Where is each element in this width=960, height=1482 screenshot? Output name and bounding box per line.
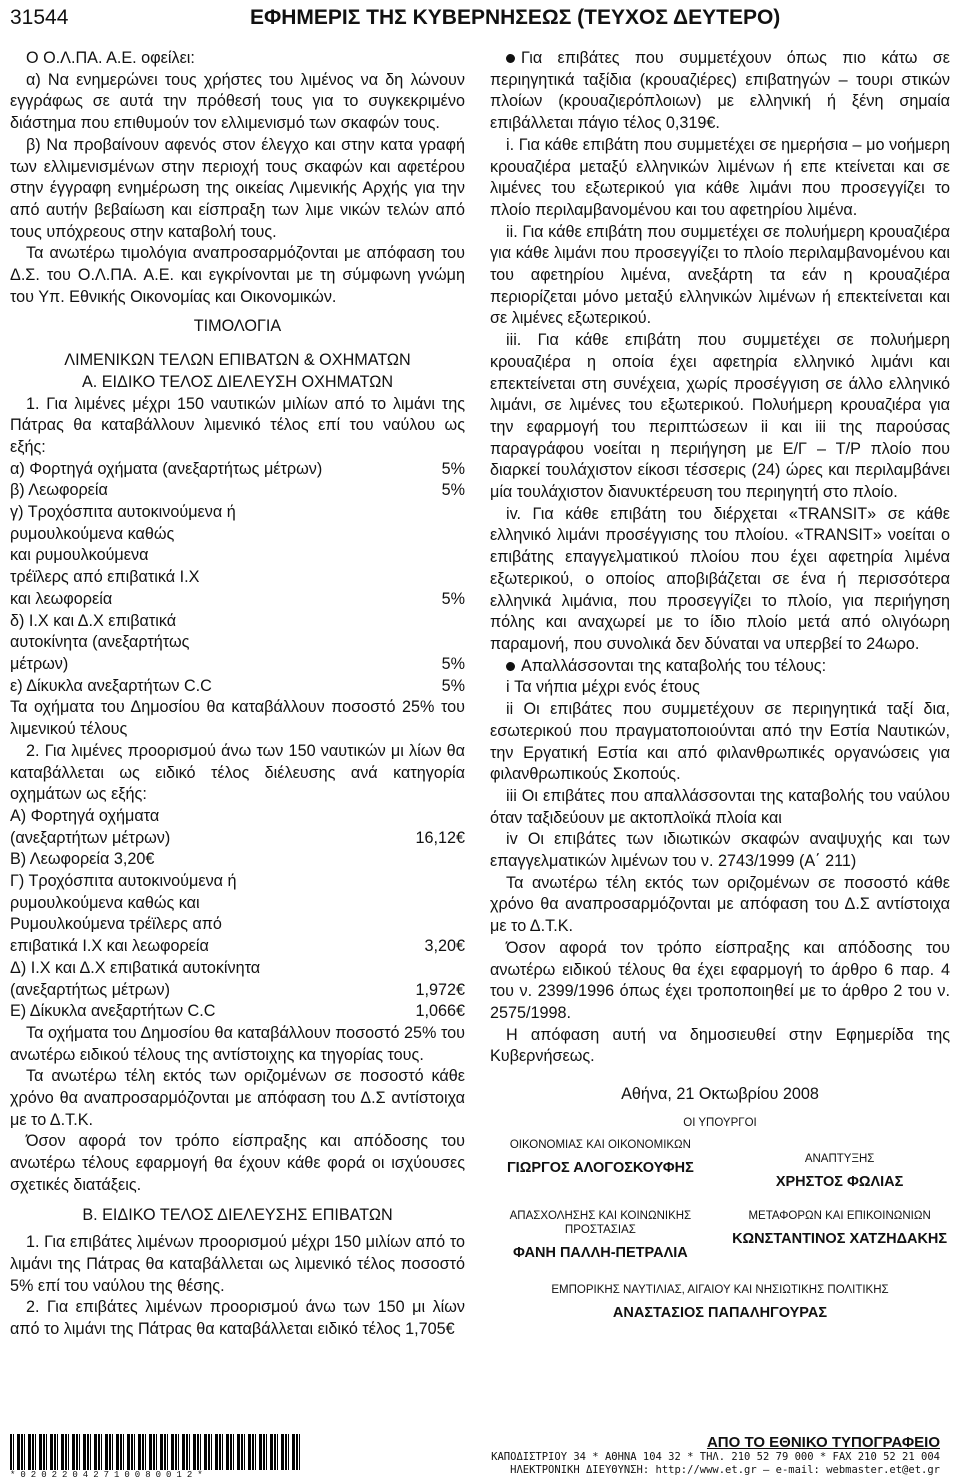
tariff-row bbox=[10, 676, 465, 698]
tariff-label: και ρυμουλκούμενα bbox=[10, 546, 149, 565]
tariff-value: 16,12€ bbox=[415, 828, 465, 847]
paragraph: iii Οι επιβάτες που απαλλάσσονται της καταβολής του ναύλου όταν ταξιδεύουν με ακτοπλοϊκά πλοία και bbox=[490, 786, 950, 827]
paragraph: 2. Για επιβάτες λιμένων προορισμού άνω των 150 μι λίων από το λιμάνι της Πάτρας θα καταβάλλεται ειδικό τέλος 1,705€ bbox=[10, 1298, 465, 1339]
minister-title: ΑΝΑΠΤΥΞΗΣ bbox=[804, 1152, 875, 1165]
section-heading: ΛΙΜΕΝΙΚΩΝ ΤΕΛΩΝ ΕΠΙΒΑΤΩΝ & ΟΧΗΜΑΤΩΝ bbox=[64, 351, 411, 370]
minister-name: ΓΙΩΡΓΟΣ ΑΛΟΓΟΣΚΟΥΦΗΣ bbox=[506, 1159, 694, 1176]
tariff-label: ρυμουλκούμενα καθώς bbox=[10, 524, 175, 543]
paragraph: 1. Για επιβάτες λιμένων προορισμού μέχρι 150 μιλίων από το λιμάνι της Πάτρας θα καταβάλλεται ως λιμενικό τέλος ποσοστό 5% επί του ναύλου της θέσης. bbox=[10, 1233, 465, 1295]
tariff-label: (ανεξαρτήτων μέτρων) bbox=[10, 828, 171, 847]
minister-title: ΕΜΠΟΡΙΚΗΣ ΝΑΥΤΙΛΙΑΣ, ΑΙΓΑΙΟΥ ΚΑΙ ΝΗΣΙΩΤΙΚΗΣ ΠΟΛΙΤΙΚΗΣ bbox=[551, 1284, 889, 1297]
paragraph: i Τα νήπια μέχρι ενός έτους bbox=[506, 678, 700, 697]
tariff-row bbox=[10, 589, 465, 611]
signature-row bbox=[490, 1138, 950, 1194]
tariff-label: α) Φορτηγά οχήματα (ανεξαρτήτως μέτρων) bbox=[10, 459, 323, 478]
tariff-label: ρυμουλκούμενα καθώς και bbox=[10, 893, 200, 912]
minister-name: ΧΡΗΣΤΟΣ ΦΩΛΙΑΣ bbox=[775, 1173, 904, 1190]
tariff-value: 5% bbox=[441, 676, 465, 695]
paragraph: 2. Για λιμένες προορισμού άνω των 150 ναυτικών μι λίων θα καταβάλλεται ως ειδικό τέλος διέλευσης ανά κατηγορία οχημάτων ως εξής: bbox=[10, 741, 465, 804]
tariff-row bbox=[10, 632, 465, 654]
paragraph: Όσον αφορά τον τρόπο είσπραξης και απόδοσης του ανωτέρω τέλους εφαρμογή θα έχουν κάθε φορά οι ισχύουσες σχετικές διατάξεις. bbox=[10, 1132, 465, 1194]
signature-block bbox=[490, 1209, 711, 1265]
tariff-label: και λεωφορεία bbox=[10, 589, 113, 608]
signature-block bbox=[490, 1138, 711, 1194]
minister-title: ΜΕΤΑΦΟΡΩΝ ΚΑΙ ΕΠΙΚΟΙΝΩΝΙΩΝ bbox=[748, 1210, 931, 1223]
tariff-label: μέτρων) bbox=[10, 654, 69, 673]
tariff-row bbox=[10, 849, 465, 871]
left-column bbox=[10, 48, 465, 1341]
printer-info bbox=[491, 1434, 940, 1477]
paragraph: Όσον αφορά τον τρόπο είσπραξης και απόδοσης του ανωτέρω ειδικού τέλους θα έχει εφαρμογή το άρθρο 6 παρ. 4 του ν. 2399/1996 όπως έχει τροποποιηθεί με το άρθρο 2 του ν. 2575/1998. bbox=[490, 938, 950, 1022]
printer-web: ΗΛΕΚΤΡΟΝΙΚΗ ΔΙΕΥΘΥΝΣΗ: http://www.et.gr — e-mail: webmaster.et@et.gr bbox=[510, 1464, 940, 1476]
tariff-label: τρέϊλερς από επιβατικά Ι.Χ bbox=[10, 568, 200, 587]
tariff-row bbox=[10, 914, 465, 936]
section-heading: ΤΙΜΟΛΟΓΙΑ bbox=[193, 317, 282, 336]
minister-name: ΚΩΝΣΤΑΝΤΙΝΟΣ ΧΑΤΖΗΔΑΚΗΣ bbox=[732, 1231, 948, 1248]
ministers-heading: ΟΙ ΥΠΟΥΡΓΟΙ bbox=[683, 1116, 757, 1129]
barcode-icon bbox=[10, 1434, 300, 1470]
signature-block bbox=[729, 1209, 950, 1265]
page-header bbox=[10, 6, 950, 40]
tariff-value: 3,20€ bbox=[424, 937, 465, 956]
tariff-list-vehicles-short bbox=[10, 459, 465, 698]
signature-block bbox=[729, 1138, 950, 1194]
tariff-label: ε) Δίκυκλα ανεξαρτήτων C.C bbox=[10, 676, 212, 695]
paragraph: ii Οι επιβάτες που συμμετέχουν σε περιηγητικά ταξί δια, εσωτερικού που πραγματοποιούνται από την Εστία Ναυτικών, την Εργατική Εστία και από φιλανθρωπικές οργανώσεις για φιλανθρωπικούς Σκοπούς. bbox=[490, 700, 950, 784]
tariff-list-vehicles-long bbox=[10, 806, 465, 1023]
tariff-label: β) Λεωφορεία bbox=[10, 481, 108, 500]
tariff-value: 5% bbox=[441, 589, 465, 608]
paragraph: Τα ανωτέρω τέλη εκτός των οριζομένων σε ποσοστό κάθε χρόνο θα αναπροσαρμόζονται με απόφαση του Δ.Σ αντίστοιχα με το Δ.Τ.Κ. bbox=[10, 1067, 465, 1129]
tariff-label: επιβατικά Ι.Χ και λεωφορεία bbox=[10, 937, 209, 956]
tariff-row bbox=[10, 654, 465, 676]
tariff-value: 1,066€ bbox=[415, 1002, 465, 1021]
signature-row bbox=[490, 1209, 950, 1265]
printer-title: ΑΠΟ ΤΟ ΕΘΝΙΚΟ ΤΥΠΟΓΡΑΦΕΙΟ bbox=[706, 1434, 940, 1451]
tariff-value: 5% bbox=[441, 459, 465, 478]
tariff-label: δ) Ι.Χ και Δ.Χ επιβατικά bbox=[10, 611, 177, 630]
tariff-label: Ρυμουλκούμενα τρέϊλερς από bbox=[10, 915, 222, 934]
tariff-row bbox=[10, 611, 465, 633]
tariff-label: Δ) Ι.Χ και Δ.Χ επιβατικά αυτοκίνητα bbox=[10, 958, 261, 977]
tariff-row bbox=[10, 524, 465, 546]
gazette-title: ΕΦΗΜΕΡΙΣ ΤΗΣ ΚΥΒΕΡΝΗΣΕΩΣ (ΤΕΥΧΟΣ ΔΕΥΤΕΡΟ) bbox=[250, 6, 781, 29]
tariff-row bbox=[10, 459, 465, 481]
paragraph bbox=[490, 656, 950, 678]
tariff-label: Ε) Δίκυκλα ανεξαρτήτων C.C bbox=[10, 1002, 216, 1021]
paragraph-text: Για επιβάτες που συμμετέχουν όπως πιο κάτω σε περιηγητικά ταξίδια (κρουαζιέρες) επιβατηγών – τουρι στικών πλοίων (κρουαζιερόπλοιων) με ελληνική ή ξένη σημαία επιβάλλεται πάγιο τέλος 0,319€. bbox=[490, 49, 950, 133]
tariff-value: 5% bbox=[441, 481, 465, 500]
tariff-value: 5% bbox=[441, 654, 465, 673]
paragraph: β) Να προβαίνουν αφενός στον έλεγχο και στην κατα γραφή των ελλιμενισμένων στην περιοχή τους σκαφών και αφετέρου στην έγγραφη ενημέρωση της οικείας Λιμενικής Αρχής για την από αυτήν βεβαίωση και είσπραξη των λιμε νικών τελών από τους υπόχρεους στην καταβολή τους. bbox=[10, 135, 465, 241]
tariff-row bbox=[10, 958, 465, 980]
bullet-icon bbox=[506, 54, 515, 63]
barcode-text: *02022042710080012* bbox=[10, 1470, 208, 1480]
minister-name: ΑΝΑΣΤΑΣΙΟΣ ΠΑΠΑΛΗΓΟΥΡΑΣ bbox=[612, 1305, 828, 1322]
tariff-label: (ανεξαρτήτως μέτρων) bbox=[10, 980, 170, 999]
minister-name: ΦΑΝΗ ΠΑΛΛΗ-ΠΕΤΡΑΛΙΑ bbox=[513, 1245, 688, 1262]
tariff-row bbox=[10, 936, 465, 958]
tariff-label: Γ) Τροχόσπιτα αυτοκινούμενα ή bbox=[10, 872, 237, 891]
tariff-row bbox=[10, 806, 465, 828]
paragraph: 1. Για λιμένες μέχρι 150 ναυτικών μιλίων από το λιμάνι της Πάτρας θα καταβάλλουν λιμενικό τέλος επί του ναύλου ως εξής: bbox=[10, 394, 465, 456]
tariff-label: γ) Τροχόσπιτα αυτοκινούμενα ή bbox=[10, 503, 236, 522]
minister-title: ΟΙΚΟΝΟΜΙΑΣ ΚΑΙ ΟΙΚΟΝΟΜΙΚΩΝ bbox=[509, 1138, 691, 1151]
printer-address: ΚΑΠΟΔΙΣΤΡΙΟΥ 34 * ΑΘΗΝΑ 104 32 * ΤΗΛ. 210 52 79 000 * FAX 210 52 21 004 bbox=[491, 1451, 940, 1463]
paragraph: Τα οχήματα του Δημοσίου θα καταβάλλουν ποσοστό 25% του λιμενικού τέλους bbox=[10, 698, 465, 739]
paragraph: Τα ανωτέρω τέλη εκτός των οριζομένων σε ποσοστό κάθε χρόνο θα αναπροσαρμόζονται με απόφαση του Δ.Σ αντίστοιχα με το Δ.Τ.Κ. bbox=[490, 873, 950, 936]
paragraph: i. Για κάθε επιβάτη που συμμετέχει σε ημερήσια – μο νοήμερη κρουαζιέρα μεταξύ ελληνικών λιμένων ή επε κτείνεται και σε λιμένες του εξωτερικού για κάθε λιμάνι που προσεγγίζει το πλοίο περιλαμβανομένου και του αφετηρίου λιμένα. bbox=[490, 135, 950, 219]
tariff-row bbox=[10, 1001, 465, 1023]
tariff-row bbox=[10, 980, 465, 1002]
tariff-row bbox=[10, 567, 465, 589]
tariff-value: 1,972€ bbox=[415, 980, 465, 999]
tariff-label: Β) Λεωφορεία 3,20€ bbox=[10, 850, 155, 869]
paragraph: Τα ανωτέρω τιμολόγια αναπροσαρμόζονται με απόφαση του Δ.Σ. του Ο.Λ.ΠΑ. Α.Ε. και εγκρίνονται με τη σύμφωνη γνώμη του Υπ. Εθνικής Οικονομίας και Οικονομικών. bbox=[10, 244, 465, 306]
paragraph-text: Απαλλάσσονται της καταβολής του τέλους: bbox=[521, 656, 827, 675]
right-column bbox=[490, 48, 950, 1325]
tariff-label: αυτοκίνητα (ανεξαρτήτως bbox=[10, 633, 190, 652]
section-heading: Α. ΕΙΔΙΚΟ ΤΕΛΟΣ ΔΙΕΛΕΥΣΗ ΟΧΗΜΑΤΩΝ bbox=[81, 372, 394, 391]
tariff-label: Α) Φορτηγά οχήματα bbox=[10, 806, 160, 825]
tariff-row bbox=[10, 502, 465, 524]
minister-title: ΑΠΑΣΧΟΛΗΣΗΣ ΚΑΙ ΚΟΙΝΩΝΙΚΗΣ ΠΡΟΣΤΑΣΙΑΣ bbox=[509, 1210, 692, 1237]
page-number: 31544 bbox=[10, 6, 69, 29]
signature-date: Αθήνα, 21 Οκτωβρίου 2008 bbox=[621, 1085, 819, 1104]
paragraph: ii. Για κάθε επιβάτη που συμμετέχει σε πολυήμερη κρουαζιέρα για κάθε λιμάνι που προσεγγίζει το πλοίο περιλαμβανομένου και του αφετηρίου λιμένα, ανεξάρτη τα εάν η κρουαζιέρα περιορίζεται μόνο μεταξύ ελληνικών λιμένων ή επεκτείνεται και σε λιμένες εξωτερικού. bbox=[490, 222, 950, 328]
tariff-row bbox=[10, 871, 465, 893]
paragraph bbox=[490, 48, 950, 135]
tariff-row bbox=[10, 545, 465, 567]
paragraph: α) Να ενημερώνει τους χρήστες του λιμένος να δη λώνουν εγγράφως σε αυτά την πρόθεσή τους για το συγκεκριμένο διάστημα που επιθυμούν τον ελλιμενισμό των σκαφών τους. bbox=[10, 70, 465, 133]
page-footer bbox=[10, 1434, 950, 1478]
paragraph: iii. Για κάθε επιβάτη που συμμετέχει σε πολυήμερη κρουαζιέρα η οποία έχει αφετηρία ελληνικό λιμάνι και επεκτείνεται στη συνέχεια, χωρίς προσέγγιση σε άλλο ελληνικό λιμάνι, σε λιμένες του εξωτερικού. Πολυήμερη κρουαζιέρα για την εφαρμογή του περιπτώσεων ii και iii της παρούσας παραγράφου νοείται η περιήγηση με Ε/Γ – Τ/Ρ πλοίο που διαρκεί τουλάχιστον είκοσι τέσσερις (24) ώρες και περιλαμβάνει μία τουλάχιστον διανυκτέρευση του περιηγητή στο πλοίο. bbox=[490, 331, 950, 502]
section-heading: Β. ΕΙΔΙΚΟ ΤΕΛΟΣ ΔΙΕΛΕΥΣΗΣ ΕΠΙΒΑΤΩΝ bbox=[82, 1205, 393, 1224]
paragraph: Η απόφαση αυτή να δημοσιευθεί στην Εφημερίδα της Κυβερνήσεως. bbox=[490, 1025, 950, 1066]
tariff-row bbox=[10, 893, 465, 915]
bullet-icon bbox=[506, 662, 515, 671]
paragraph: Ο Ο.Λ.ΠΑ. Α.Ε. οφείλει: bbox=[26, 49, 195, 67]
signature-block bbox=[490, 1283, 950, 1325]
paragraph: iv Οι επιβάτες των ιδιωτικών σκαφών αναψυχής και των επαγγελματικών λιμένων του ν. 2743/1999 (Α΄ 211) bbox=[490, 830, 950, 871]
paragraph: Τα οχήματα του Δημοσίου θα καταβάλλουν ποσοστό 25% του ανωτέρω ειδικού τέλους της αντίστοιχης κα τηγορίας τους. bbox=[10, 1023, 465, 1064]
tariff-row bbox=[10, 480, 465, 502]
paragraph: iv. Για κάθε επιβάτη του διέρχεται «TRANSIT» σε κάθε ελληνικό λιμάνι προσέγγισης του πλοίου. «TRANSIT» νοείται ο επιβάτης επαγγελματικού πλοίου που έχει αφετηρία λιμένα εξωτερικού, ο οποίος αποβιβάζεται σε ένα ή περισσότερα ελληνικά λιμάνια, που προσεγγίζει το πλοίο, για περιήγηση πόλης και αναχωρεί με το ίδιο πλοίο μετά από ολιγόωρη παραμονή, που συνολικά δεν δύναται να υπερβεί το 24ωρο. bbox=[490, 504, 950, 653]
tariff-row bbox=[10, 828, 465, 850]
